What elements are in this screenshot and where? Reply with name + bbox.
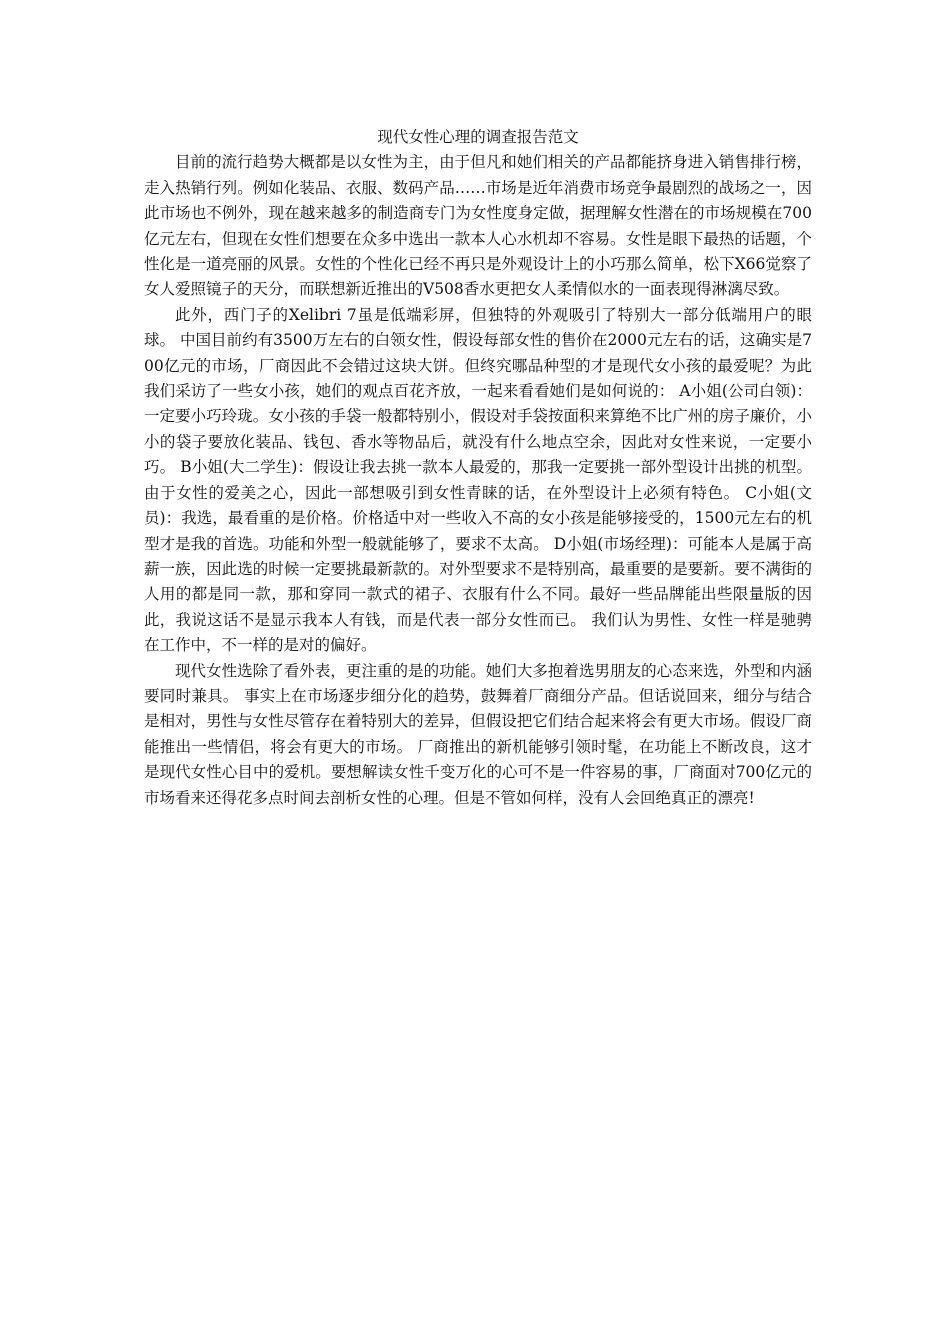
paragraph-2: 此外，西门子的Xelibri 7虽是低端彩屏，但独特的外观吸引了特别大一部分低端用户的眼球。 中国目前约有3500万左右的白领女性，假设每部女性的售价在2000元左右的话，这确实是700亿元的市场，厂商因此不会错过这块大饼。但终究哪品种型的才是现代女小孩的最爱呢？为此我们采访了一些女小孩，她们的观点百花齐放，一起来看看她们是如何说的： A小姐(公司白领)：一定要小巧玲珑。女小孩的手袋一般都特别小，假设对手袋按面积来算绝不比广州的房子廉价，小小的袋子要放化装品、钱包、香水等物品后，就没有什么地点空余，因此对女性来说，一定要小巧。 B小姐(大二学生)：假设让我去挑一款本人最爱的，那我一定要挑一部外型设计出挑的机型。由于女性的爱美之心，因此一部想吸引到女性青睐的话，在外型设计上必须有特色。 C小姐(文员)：我选，最看重的是价格。价格适中对一些收入不高的女小孩是能够接受的，1500元左右的机型才是我的首选。功能和外型一般就能够了，要求不太高。 D小姐(市场经理)：可能本人是属于高薪一族，因此选的时候一定要挑最新款的。对外型要求不是特别高，最重要的是要新。要不满街的人用的都是同一款，那和穿同一款式的裙子、衣服有什么不同。最好一些品牌能出些限量版的因此，我说这话不是显示我本人有钱，而是代表一部分女性而已。 我们认为男性、女性一样是驰骋在工作中，不一样的是对的偏好。 bbox=[144, 305, 812, 655]
document-body bbox=[144, 125, 812, 811]
paragraph-3: 现代女性选除了看外表，更注重的是的功能。她们大多抱着选男朋友的心态来选，外型和内涵要同时兼具。 事实上在市场逐步细分化的趋势，鼓舞着厂商细分产品。但话说回来，细分与结合是相对，男性与女性尽管存在着特别大的差异，但假设把它们结合起来将会有更大市场。假设厂商能推出一些情侣，将会有更大的市场。 厂商推出的新机能够引领时髦，在功能上不断改良，这才是现代女性心目中的爱机。要想解读女性千变万化的心可不是一件容易的事，厂商面对700亿元的市场看来还得花多点时间去剖析女性的心理。但是不管如何样，没有人会回绝真正的漂亮! bbox=[144, 661, 812, 807]
document-title: 现代女性心理的调查报告范文 bbox=[377, 128, 579, 146]
paragraph-1: 目前的流行趋势大概都是以女性为主，由于但凡和她们相关的产品都能挤身进入销售排行榜，走入热销行列。例如化装品、衣服、数码产品……市场是近年消费市场竞争最剧烈的战场之一，因此市场也不例外，现在越来越多的制造商专门为女性度身定做，据理解女性潜在的市场规模在700亿元左右，但现在女性们想要在众多中选出一款本人心水机却不容易。女性是眼下最热的话题，个性化是一道亮丽的风景。女性的个性化已经不再只是外观设计上的小巧那么简单，松下X66觉察了女人爱照镜子的天分，而联想新近推出的V508香水更把女人柔情似水的一面表现得淋漓尽致。 bbox=[144, 153, 812, 299]
